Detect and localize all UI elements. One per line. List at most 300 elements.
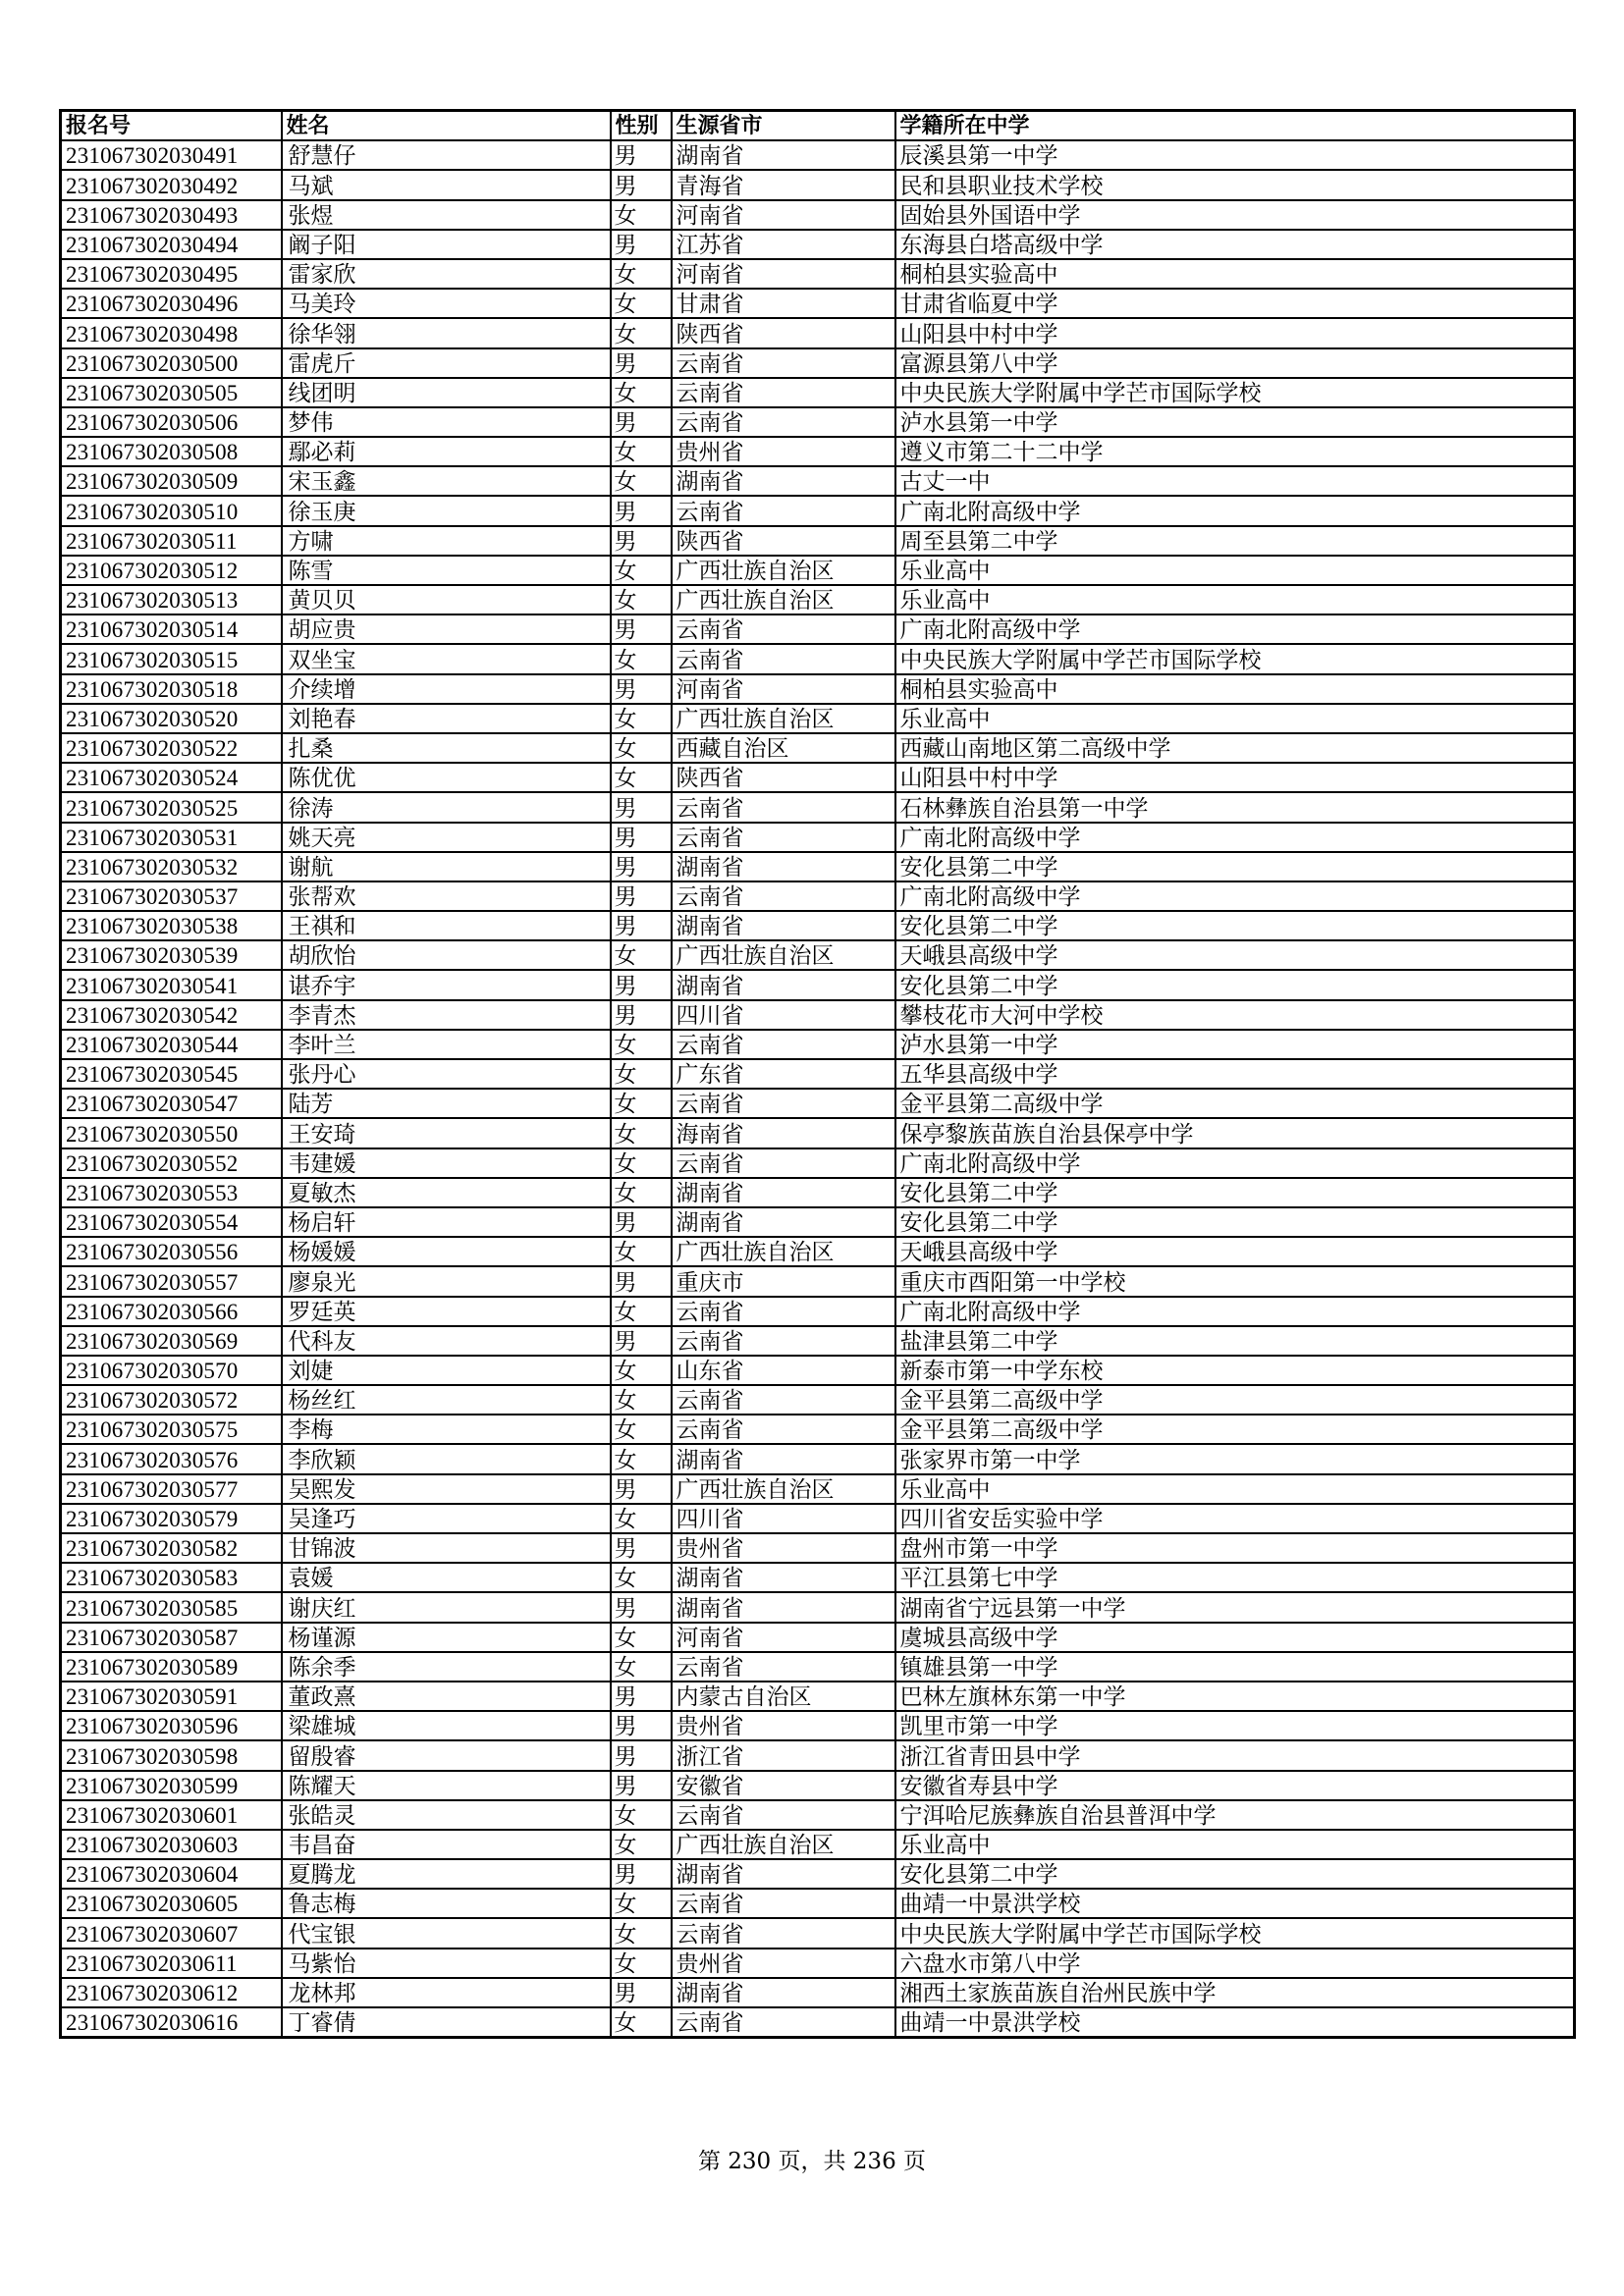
gender-cell: 女 xyxy=(611,1949,672,1978)
gender-cell: 女 xyxy=(611,1059,672,1089)
table-row xyxy=(61,1178,1575,1207)
origin-province-cell: 湖南省 xyxy=(672,852,895,881)
table-row xyxy=(61,348,1575,378)
origin-province-cell: 陕西省 xyxy=(672,763,895,792)
school-cell: 宁洱哈尼族彝族自治县普洱中学 xyxy=(895,1800,1575,1830)
name-cell: 宋玉鑫 xyxy=(282,466,611,496)
origin-province-cell: 湖南省 xyxy=(672,911,895,940)
school-cell: 泸水县第一中学 xyxy=(895,1030,1575,1059)
table-row xyxy=(61,1504,1575,1533)
registration-number-cell: 231067302030541 xyxy=(61,970,282,999)
registration-number-cell: 231067302030577 xyxy=(61,1474,282,1504)
name-cell: 徐涛 xyxy=(282,792,611,822)
gender-cell: 男 xyxy=(611,496,672,525)
gender-cell: 女 xyxy=(611,1623,672,1652)
origin-province-cell: 云南省 xyxy=(672,614,895,644)
name-cell: 阚子阳 xyxy=(282,230,611,259)
table-row xyxy=(61,1266,1575,1296)
school-cell: 安化县第二中学 xyxy=(895,852,1575,881)
registration-number-cell: 231067302030547 xyxy=(61,1089,282,1118)
name-cell: 线团明 xyxy=(282,378,611,407)
school-cell: 中央民族大学附属中学芒市国际学校 xyxy=(895,378,1575,407)
school-cell: 广南北附高级中学 xyxy=(895,881,1575,911)
table-row xyxy=(61,1474,1575,1504)
name-cell: 韦建媛 xyxy=(282,1148,611,1178)
origin-province-cell: 陕西省 xyxy=(672,318,895,347)
school-cell: 广南北附高级中学 xyxy=(895,496,1575,525)
registration-number-cell: 231067302030511 xyxy=(61,526,282,556)
registration-number-cell: 231067302030520 xyxy=(61,704,282,733)
origin-province-cell: 广西壮族自治区 xyxy=(672,1237,895,1266)
gender-cell: 女 xyxy=(611,1178,672,1207)
table-row xyxy=(61,1771,1575,1800)
school-cell: 乐业高中 xyxy=(895,556,1575,585)
school-cell: 中央民族大学附属中学芒市国际学校 xyxy=(895,644,1575,673)
table-row xyxy=(61,1059,1575,1089)
table-row xyxy=(61,881,1575,911)
registration-number-cell: 231067302030553 xyxy=(61,1178,282,1207)
gender-cell: 女 xyxy=(611,1237,672,1266)
origin-province-cell: 贵州省 xyxy=(672,1711,895,1740)
registration-number-cell: 231067302030531 xyxy=(61,823,282,852)
school-cell: 东海县白塔高级中学 xyxy=(895,230,1575,259)
gender-cell: 女 xyxy=(611,585,672,614)
origin-province-cell: 广西壮族自治区 xyxy=(672,704,895,733)
gender-cell: 男 xyxy=(611,1859,672,1889)
school-cell: 安化县第二中学 xyxy=(895,1859,1575,1889)
registration-number-cell: 231067302030544 xyxy=(61,1030,282,1059)
registration-number-cell: 231067302030545 xyxy=(61,1059,282,1089)
origin-province-cell: 江苏省 xyxy=(672,230,895,259)
table-row xyxy=(61,852,1575,881)
origin-province-cell: 青海省 xyxy=(672,170,895,199)
gender-cell: 男 xyxy=(611,1682,672,1711)
school-cell: 泸水县第一中学 xyxy=(895,407,1575,437)
origin-province-cell: 云南省 xyxy=(672,496,895,525)
origin-province-cell: 安徽省 xyxy=(672,1771,895,1800)
table-row xyxy=(61,437,1575,466)
origin-province-cell: 云南省 xyxy=(672,1326,895,1356)
school-cell: 曲靖一中景洪学校 xyxy=(895,1889,1575,1918)
registration-number-cell: 231067302030513 xyxy=(61,585,282,614)
registration-number-cell: 231067302030612 xyxy=(61,1978,282,2007)
name-cell: 鄢必莉 xyxy=(282,437,611,466)
table-row xyxy=(61,170,1575,199)
gender-cell: 男 xyxy=(611,674,672,704)
name-cell: 张丹心 xyxy=(282,1059,611,1089)
registration-number-cell: 231067302030522 xyxy=(61,733,282,763)
registration-number-cell: 231067302030604 xyxy=(61,1859,282,1889)
origin-province-cell: 云南省 xyxy=(672,378,895,407)
origin-province-cell: 广西壮族自治区 xyxy=(672,556,895,585)
registration-number-cell: 231067302030550 xyxy=(61,1118,282,1148)
table-row xyxy=(61,1623,1575,1652)
origin-province-cell: 云南省 xyxy=(672,644,895,673)
origin-province-cell: 云南省 xyxy=(672,1148,895,1178)
school-cell: 乐业高中 xyxy=(895,1830,1575,1859)
school-cell: 重庆市酉阳第一中学校 xyxy=(895,1266,1575,1296)
origin-province-cell: 云南省 xyxy=(672,1889,895,1918)
name-cell: 夏腾龙 xyxy=(282,1859,611,1889)
gender-cell: 男 xyxy=(611,1592,672,1622)
gender-cell: 男 xyxy=(611,230,672,259)
origin-province-cell: 云南省 xyxy=(672,1385,895,1415)
registration-number-cell: 231067302030532 xyxy=(61,852,282,881)
name-cell: 舒慧仔 xyxy=(282,140,611,170)
origin-province-cell: 河南省 xyxy=(672,200,895,230)
registration-number-cell: 231067302030492 xyxy=(61,170,282,199)
school-cell: 桐柏县实验高中 xyxy=(895,259,1575,289)
table-row xyxy=(61,1533,1575,1563)
origin-province-cell: 湖南省 xyxy=(672,970,895,999)
school-cell: 金平县第二高级中学 xyxy=(895,1415,1575,1444)
registration-number-cell: 231067302030510 xyxy=(61,496,282,525)
registration-number-cell: 231067302030491 xyxy=(61,140,282,170)
table-row xyxy=(61,1297,1575,1326)
name-cell: 李叶兰 xyxy=(282,1030,611,1059)
school-cell: 天峨县高级中学 xyxy=(895,1237,1575,1266)
registration-number-cell: 231067302030569 xyxy=(61,1326,282,1356)
registration-number-cell: 231067302030596 xyxy=(61,1711,282,1740)
origin-province-cell: 陕西省 xyxy=(672,526,895,556)
name-cell: 黄贝贝 xyxy=(282,585,611,614)
table-row xyxy=(61,1118,1575,1148)
registration-number-cell: 231067302030599 xyxy=(61,1771,282,1800)
table-row xyxy=(61,1949,1575,1978)
table-row xyxy=(61,1030,1575,1059)
table-row xyxy=(61,1415,1575,1444)
school-cell: 四川省安岳实验中学 xyxy=(895,1504,1575,1533)
school-cell: 金平县第二高级中学 xyxy=(895,1385,1575,1415)
name-cell: 吴逢巧 xyxy=(282,1504,611,1533)
table-row xyxy=(61,970,1575,999)
registration-number-cell: 231067302030495 xyxy=(61,259,282,289)
page-footer: 第 230 页，共 236 页 xyxy=(697,2149,927,2174)
table-row xyxy=(61,1800,1575,1830)
gender-cell: 男 xyxy=(611,852,672,881)
table-row xyxy=(61,1148,1575,1178)
school-cell: 辰溪县第一中学 xyxy=(895,140,1575,170)
gender-cell: 女 xyxy=(611,318,672,347)
gender-cell: 男 xyxy=(611,1740,672,1770)
gender-cell: 女 xyxy=(611,733,672,763)
table-row xyxy=(61,674,1575,704)
registration-number-cell: 231067302030537 xyxy=(61,881,282,911)
gender-cell: 男 xyxy=(611,1711,672,1740)
name-cell: 张煜 xyxy=(282,200,611,230)
name-cell: 张帮欢 xyxy=(282,881,611,911)
name-cell: 双坐宝 xyxy=(282,644,611,673)
gender-cell: 男 xyxy=(611,881,672,911)
name-cell: 陈余季 xyxy=(282,1652,611,1682)
origin-province-cell: 湖南省 xyxy=(672,1178,895,1207)
table-row xyxy=(61,733,1575,763)
name-cell: 杨谨源 xyxy=(282,1623,611,1652)
table-row xyxy=(61,704,1575,733)
school-cell: 安化县第二中学 xyxy=(895,911,1575,940)
school-cell: 保亭黎族苗族自治县保亭中学 xyxy=(895,1118,1575,1148)
table-row xyxy=(61,1207,1575,1237)
school-cell: 乐业高中 xyxy=(895,585,1575,614)
gender-cell: 男 xyxy=(611,1326,672,1356)
school-cell: 固始县外国语中学 xyxy=(895,200,1575,230)
registration-number-cell: 231067302030616 xyxy=(61,2007,282,2038)
name-cell: 方啸 xyxy=(282,526,611,556)
gender-cell: 女 xyxy=(611,1889,672,1918)
origin-province-cell: 海南省 xyxy=(672,1118,895,1148)
name-cell: 梦伟 xyxy=(282,407,611,437)
table-row xyxy=(61,585,1575,614)
origin-province-cell: 云南省 xyxy=(672,1800,895,1830)
table-row xyxy=(61,940,1575,970)
table-row xyxy=(61,496,1575,525)
school-cell: 甘肃省临夏中学 xyxy=(895,289,1575,318)
school-cell: 虞城县高级中学 xyxy=(895,1623,1575,1652)
origin-province-cell: 云南省 xyxy=(672,348,895,378)
name-cell: 胡应贵 xyxy=(282,614,611,644)
school-cell: 石林彝族自治县第一中学 xyxy=(895,792,1575,822)
school-cell: 镇雄县第一中学 xyxy=(895,1652,1575,1682)
name-cell: 马紫怡 xyxy=(282,1949,611,1978)
school-cell: 广南北附高级中学 xyxy=(895,1297,1575,1326)
school-cell: 巴林左旗林东第一中学 xyxy=(895,1682,1575,1711)
registration-number-cell: 231067302030607 xyxy=(61,1918,282,1948)
registration-number-cell: 231067302030603 xyxy=(61,1830,282,1859)
school-cell: 安徽省寿县中学 xyxy=(895,1771,1575,1800)
gender-cell: 女 xyxy=(611,378,672,407)
registration-number-cell: 231067302030505 xyxy=(61,378,282,407)
school-cell: 五华县高级中学 xyxy=(895,1059,1575,1089)
registration-number-cell: 231067302030598 xyxy=(61,1740,282,1770)
table-row xyxy=(61,1740,1575,1770)
registration-number-cell: 231067302030579 xyxy=(61,1504,282,1533)
name-cell: 代科友 xyxy=(282,1326,611,1356)
registration-number-cell: 231067302030506 xyxy=(61,407,282,437)
gender-cell: 女 xyxy=(611,1444,672,1473)
school-cell: 曲靖一中景洪学校 xyxy=(895,2007,1575,2038)
table-row xyxy=(61,556,1575,585)
table-row xyxy=(61,378,1575,407)
name-cell: 胡欣怡 xyxy=(282,940,611,970)
name-cell: 王安琦 xyxy=(282,1118,611,1148)
gender-cell: 女 xyxy=(611,1415,672,1444)
table-row xyxy=(61,1978,1575,2007)
registration-number-cell: 231067302030589 xyxy=(61,1652,282,1682)
table-row xyxy=(61,289,1575,318)
origin-province-cell: 浙江省 xyxy=(672,1740,895,1770)
registration-number-cell: 231067302030554 xyxy=(61,1207,282,1237)
origin-province-cell: 云南省 xyxy=(672,2007,895,2038)
school-cell: 西藏山南地区第二高级中学 xyxy=(895,733,1575,763)
registration-number-cell: 231067302030587 xyxy=(61,1623,282,1652)
table-row xyxy=(61,823,1575,852)
gender-cell: 男 xyxy=(611,1474,672,1504)
table-row xyxy=(61,614,1575,644)
origin-province-cell: 云南省 xyxy=(672,1297,895,1326)
origin-province-cell: 湖南省 xyxy=(672,1207,895,1237)
origin-province-cell: 贵州省 xyxy=(672,1533,895,1563)
registration-number-cell: 231067302030500 xyxy=(61,348,282,378)
gender-cell: 女 xyxy=(611,1918,672,1948)
origin-province-cell: 云南省 xyxy=(672,1089,895,1118)
gender-cell: 女 xyxy=(611,1089,672,1118)
gender-cell: 男 xyxy=(611,526,672,556)
gender-cell: 男 xyxy=(611,970,672,999)
school-cell: 攀枝花市大河中学校 xyxy=(895,1000,1575,1030)
name-cell: 徐玉庚 xyxy=(282,496,611,525)
gender-cell: 男 xyxy=(611,911,672,940)
name-cell: 留殷睿 xyxy=(282,1740,611,1770)
registration-number-cell: 231067302030524 xyxy=(61,763,282,792)
origin-province-cell: 西藏自治区 xyxy=(672,733,895,763)
school-cell: 浙江省青田县中学 xyxy=(895,1740,1575,1770)
origin-province-cell: 四川省 xyxy=(672,1000,895,1030)
origin-province-cell: 云南省 xyxy=(672,881,895,911)
registration-number-cell: 231067302030570 xyxy=(61,1356,282,1385)
school-cell: 山阳县中村中学 xyxy=(895,763,1575,792)
registration-number-cell: 231067302030585 xyxy=(61,1592,282,1622)
origin-province-cell: 贵州省 xyxy=(672,437,895,466)
school-cell: 富源县第八中学 xyxy=(895,348,1575,378)
gender-cell: 男 xyxy=(611,614,672,644)
table-row xyxy=(61,1711,1575,1740)
registration-number-cell: 231067302030525 xyxy=(61,792,282,822)
school-cell: 桐柏县实验高中 xyxy=(895,674,1575,704)
name-cell: 杨启轩 xyxy=(282,1207,611,1237)
gender-cell: 男 xyxy=(611,140,672,170)
table-row xyxy=(61,792,1575,822)
gender-cell: 女 xyxy=(611,1297,672,1326)
table-row xyxy=(61,200,1575,230)
gender-cell: 女 xyxy=(611,2007,672,2038)
gender-cell: 女 xyxy=(611,556,672,585)
school-cell: 安化县第二中学 xyxy=(895,970,1575,999)
name-cell: 杨媛媛 xyxy=(282,1237,611,1266)
name-cell: 张皓灵 xyxy=(282,1800,611,1830)
table-row xyxy=(61,1830,1575,1859)
table-row xyxy=(61,1889,1575,1918)
origin-province-cell: 广西壮族自治区 xyxy=(672,940,895,970)
name-cell: 丁睿倩 xyxy=(282,2007,611,2038)
table-row xyxy=(61,230,1575,259)
table-row xyxy=(61,259,1575,289)
gender-cell: 男 xyxy=(611,348,672,378)
table-row xyxy=(61,1652,1575,1682)
gender-cell: 女 xyxy=(611,704,672,733)
gender-cell: 女 xyxy=(611,1356,672,1385)
name-cell: 王祺和 xyxy=(282,911,611,940)
table-row xyxy=(61,1326,1575,1356)
name-cell: 李青杰 xyxy=(282,1000,611,1030)
name-cell: 扎桑 xyxy=(282,733,611,763)
name-cell: 马美玲 xyxy=(282,289,611,318)
origin-province-cell: 云南省 xyxy=(672,1652,895,1682)
school-cell: 湖南省宁远县第一中学 xyxy=(895,1592,1575,1622)
name-cell: 韦昌奋 xyxy=(282,1830,611,1859)
registration-number-cell: 231067302030556 xyxy=(61,1237,282,1266)
name-cell: 陆芳 xyxy=(282,1089,611,1118)
origin-province-cell: 甘肃省 xyxy=(672,289,895,318)
gender-cell: 男 xyxy=(611,792,672,822)
name-cell: 李梅 xyxy=(282,1415,611,1444)
gender-cell: 女 xyxy=(611,437,672,466)
school-cell: 安化县第二中学 xyxy=(895,1207,1575,1237)
name-cell: 罗廷英 xyxy=(282,1297,611,1326)
origin-province-cell: 湖南省 xyxy=(672,1859,895,1889)
school-cell: 周至县第二中学 xyxy=(895,526,1575,556)
admission-table xyxy=(59,109,1576,2039)
school-cell: 平江县第七中学 xyxy=(895,1563,1575,1592)
table-row xyxy=(61,1682,1575,1711)
school-cell: 遵义市第二十二中学 xyxy=(895,437,1575,466)
school-cell: 古丈一中 xyxy=(895,466,1575,496)
registration-number-cell: 231067302030611 xyxy=(61,1949,282,1978)
school-cell: 民和县职业技术学校 xyxy=(895,170,1575,199)
table-row xyxy=(61,526,1575,556)
gender-cell: 男 xyxy=(611,1000,672,1030)
name-cell: 鲁志梅 xyxy=(282,1889,611,1918)
gender-cell: 女 xyxy=(611,200,672,230)
school-cell: 广南北附高级中学 xyxy=(895,614,1575,644)
school-cell: 乐业高中 xyxy=(895,1474,1575,1504)
origin-province-cell: 重庆市 xyxy=(672,1266,895,1296)
origin-province-cell: 湖南省 xyxy=(672,1563,895,1592)
origin-province-cell: 湖南省 xyxy=(672,1978,895,2007)
school-cell: 广南北附高级中学 xyxy=(895,823,1575,852)
origin-province-cell: 内蒙古自治区 xyxy=(672,1682,895,1711)
header-gender: 性别 xyxy=(611,111,672,141)
registration-number-cell: 231067302030557 xyxy=(61,1266,282,1296)
registration-number-cell: 231067302030496 xyxy=(61,289,282,318)
table-row xyxy=(61,644,1575,673)
name-cell: 李欣颖 xyxy=(282,1444,611,1473)
gender-cell: 男 xyxy=(611,1207,672,1237)
name-cell: 陈雪 xyxy=(282,556,611,585)
origin-province-cell: 广西壮族自治区 xyxy=(672,1830,895,1859)
table-row xyxy=(61,1385,1575,1415)
gender-cell: 女 xyxy=(611,1563,672,1592)
origin-province-cell: 云南省 xyxy=(672,792,895,822)
school-cell: 新泰市第一中学东校 xyxy=(895,1356,1575,1385)
table-row xyxy=(61,466,1575,496)
table-row xyxy=(61,1000,1575,1030)
school-cell: 广南北附高级中学 xyxy=(895,1148,1575,1178)
origin-province-cell: 湖南省 xyxy=(672,466,895,496)
school-cell: 乐业高中 xyxy=(895,704,1575,733)
school-cell: 金平县第二高级中学 xyxy=(895,1089,1575,1118)
registration-number-cell: 231067302030575 xyxy=(61,1415,282,1444)
name-cell: 梁雄城 xyxy=(282,1711,611,1740)
registration-number-cell: 231067302030514 xyxy=(61,614,282,644)
gender-cell: 女 xyxy=(611,1800,672,1830)
origin-province-cell: 贵州省 xyxy=(672,1949,895,1978)
name-cell: 刘婕 xyxy=(282,1356,611,1385)
table-row xyxy=(61,1089,1575,1118)
origin-province-cell: 河南省 xyxy=(672,259,895,289)
gender-cell: 女 xyxy=(611,1504,672,1533)
origin-province-cell: 云南省 xyxy=(672,407,895,437)
table-row xyxy=(61,1592,1575,1622)
table-row xyxy=(61,140,1575,170)
school-cell: 中央民族大学附属中学芒市国际学校 xyxy=(895,1918,1575,1948)
registration-number-cell: 231067302030493 xyxy=(61,200,282,230)
name-cell: 廖泉光 xyxy=(282,1266,611,1296)
origin-province-cell: 湖南省 xyxy=(672,1444,895,1473)
origin-province-cell: 四川省 xyxy=(672,1504,895,1533)
gender-cell: 女 xyxy=(611,259,672,289)
name-cell: 吴熙发 xyxy=(282,1474,611,1504)
name-cell: 马斌 xyxy=(282,170,611,199)
